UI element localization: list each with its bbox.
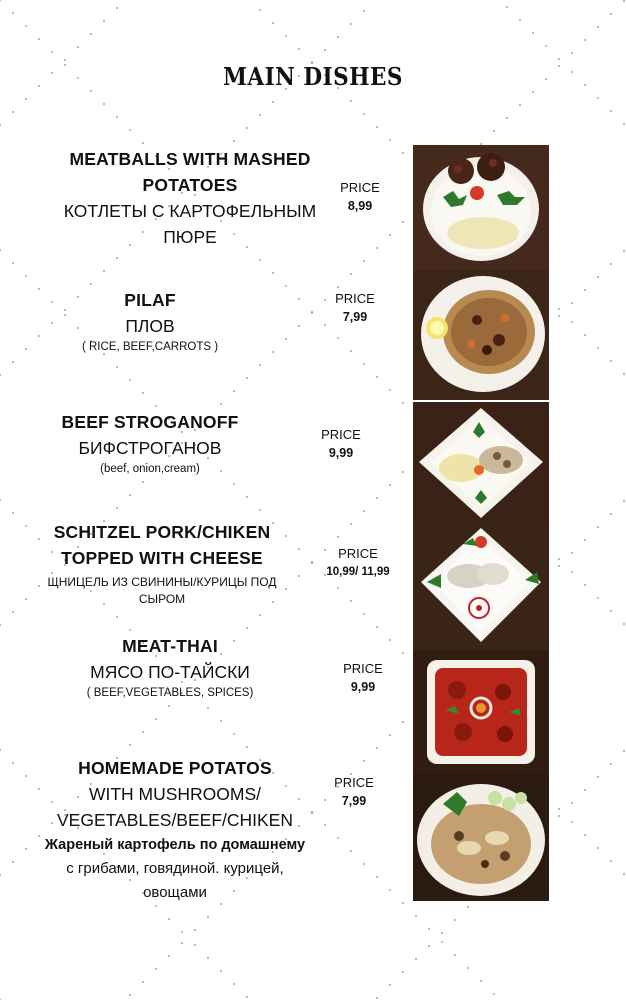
item-name-line: VEGETABLES/BEEF/CHIKEN <box>57 810 293 830</box>
item-russian-name-line: КОТЛЕТЫ С КАРТОФЕЛЬНЫМ <box>63 201 317 221</box>
menu-title: MAIN DISHES <box>223 62 403 91</box>
price-label: PRICE <box>340 180 380 195</box>
item-russian-name-line: ПЮРЕ <box>163 227 217 247</box>
item-russian-name-line: МЯСО ПО-ТАЙСКИ <box>90 662 250 682</box>
item-name-line: HOMEMADE POTATOS <box>78 758 272 778</box>
meat-thai-plate-photo <box>413 650 549 774</box>
item-price <box>325 290 385 326</box>
item-price <box>324 774 384 810</box>
item-price <box>333 660 393 696</box>
price-value: 7,99 <box>342 310 368 324</box>
price-value: 8,99 <box>347 199 373 213</box>
item-text <box>20 633 320 702</box>
item-price <box>330 179 390 215</box>
item-ingredients-note: ( RICE, BEEF,CARROTS ) <box>81 341 219 353</box>
fried-potatoes-plate-photo <box>413 774 549 901</box>
item-russian-name-line: СЫРОМ <box>138 592 186 606</box>
price-value: 10,99/ 11,99 <box>326 566 390 578</box>
price-label: PRICE <box>335 291 375 306</box>
item-text <box>0 287 300 356</box>
item-russian-name-bold: Жареный картофель по домашнему <box>44 837 306 853</box>
item-name-line: POTATOES <box>142 175 238 195</box>
item-russian-name-line: с грибами, говядиной. курицей, <box>66 860 284 877</box>
item-ingredients-note: ( BEEF,VEGETABLES, SPICES) <box>86 687 254 699</box>
price-value: 9,99 <box>328 446 354 460</box>
pilaf-plate-photo <box>413 270 549 400</box>
price-value: 7,99 <box>341 794 367 808</box>
schnitzel-plate-photo <box>413 524 549 650</box>
item-russian-name-line: овощами <box>143 884 207 901</box>
item-text <box>40 146 340 250</box>
item-russian-name-line: ПЛОВ <box>125 316 175 336</box>
item-name-line: TOPPED WITH CHEESE <box>61 548 263 568</box>
price-label: PRICE <box>343 661 383 676</box>
item-name-line: MEAT-THAI <box>122 636 218 656</box>
item-russian-name-line: БИФСТРОГАНОВ <box>78 438 222 458</box>
price-label: PRICE <box>321 427 361 442</box>
item-text <box>25 755 325 905</box>
price-value: 9,99 <box>350 680 376 694</box>
meatballs-plate-photo <box>413 145 549 270</box>
price-label: PRICE <box>338 546 378 561</box>
item-ingredients-note: (beef, onion,cream) <box>100 463 200 475</box>
item-russian-name-line: ЩНИЦЕЛЬ ИЗ СВИНИНЫ/КУРИЦЫ ПОД <box>47 575 277 589</box>
item-name-line: PILAF <box>124 290 176 310</box>
item-price <box>311 426 371 462</box>
item-name-line: BEEF STROGANOFF <box>61 412 239 432</box>
item-name-line: WITH MUSHROOMS/ <box>88 784 262 804</box>
stroganoff-plate-photo <box>413 402 549 524</box>
item-name-line: SCHITZEL PORK/CHIKEN <box>53 522 271 542</box>
item-price <box>318 545 398 581</box>
item-text <box>0 409 300 478</box>
price-label: PRICE <box>334 775 374 790</box>
item-name-line: MEATBALLS WITH MASHED <box>69 149 311 169</box>
item-text <box>12 519 312 608</box>
